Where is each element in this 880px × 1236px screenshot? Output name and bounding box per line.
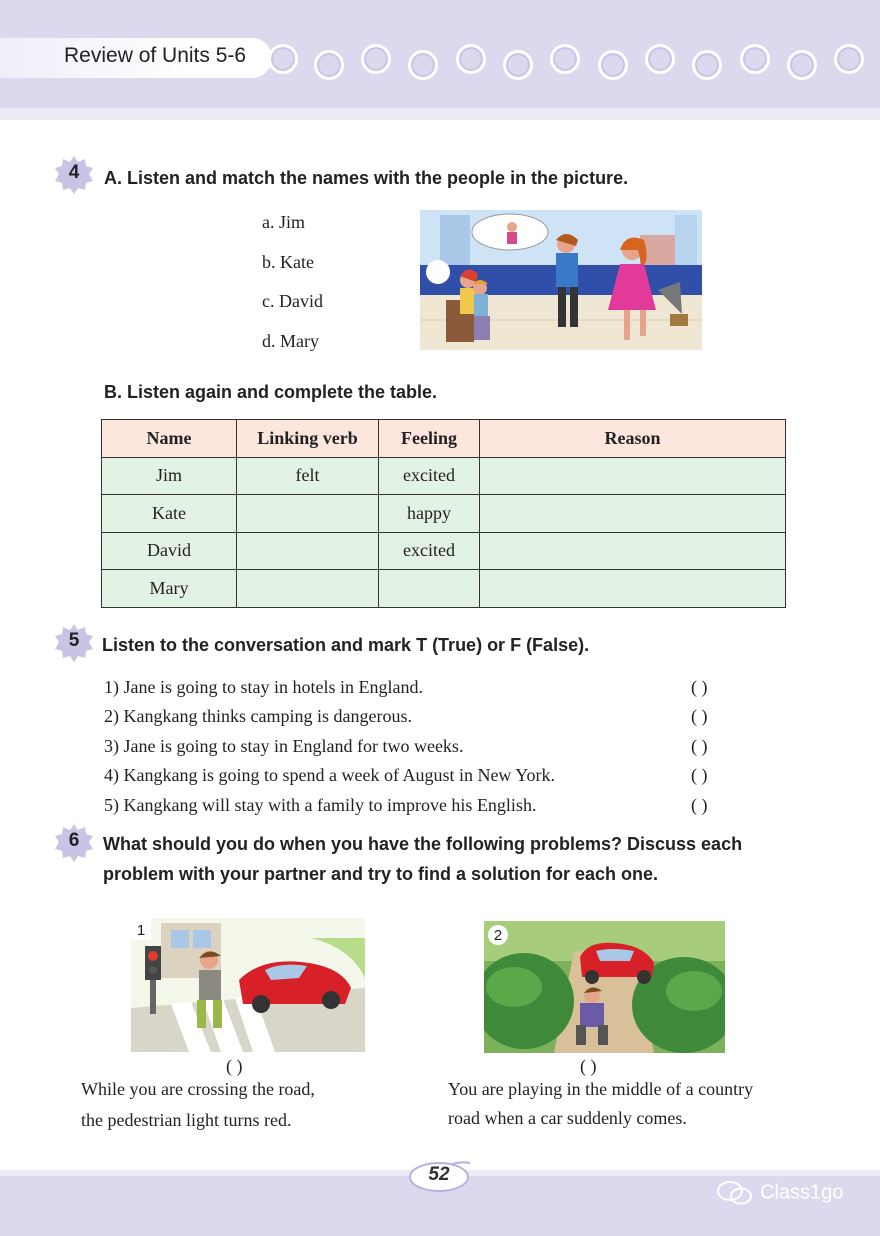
picture-2-caption-line1: You are playing in the middle of a country bbox=[448, 1079, 754, 1099]
section-4-badge: 4 bbox=[54, 155, 94, 195]
section-6-heading-line2: problem with your partner and try to find a solution for each one. bbox=[103, 864, 659, 884]
table-cell[interactable] bbox=[237, 532, 379, 570]
list-item bbox=[104, 732, 744, 761]
ring-decoration bbox=[645, 44, 675, 74]
table-cell: Kate bbox=[102, 495, 237, 533]
table-cell[interactable] bbox=[480, 495, 786, 533]
ring-decoration bbox=[503, 50, 533, 80]
feelings-table bbox=[101, 419, 786, 608]
people-illustration bbox=[420, 210, 702, 350]
ring-decoration bbox=[787, 50, 817, 80]
page-number: 52 bbox=[408, 1160, 470, 1194]
crossing-road-illustration bbox=[131, 918, 365, 1052]
table-header-cell: Reason bbox=[480, 420, 786, 458]
ring-decoration bbox=[456, 44, 486, 74]
ring-decoration bbox=[598, 50, 628, 80]
unit-review-title: Review of Units 5-6 bbox=[64, 44, 247, 67]
table-cell[interactable] bbox=[379, 570, 480, 608]
wechat-icon bbox=[716, 1180, 754, 1206]
table-cell[interactable]: excited bbox=[379, 532, 480, 570]
list-item bbox=[104, 761, 744, 790]
list-item bbox=[104, 702, 744, 731]
table-cell[interactable]: happy bbox=[379, 495, 480, 533]
table-cell[interactable]: excited bbox=[379, 457, 480, 495]
list-item: a. Jim bbox=[262, 212, 305, 232]
table-cell[interactable] bbox=[237, 570, 379, 608]
statement-text: 2) Kangkang thinks camping is dangerous. bbox=[104, 706, 412, 727]
table-row bbox=[102, 532, 786, 570]
picture-1-number: 1 bbox=[136, 922, 146, 939]
picture-2-answer-blank[interactable]: ( ) bbox=[580, 1056, 597, 1076]
ring-decoration bbox=[408, 50, 438, 80]
header-shade bbox=[0, 108, 880, 120]
ring-decoration bbox=[268, 44, 298, 74]
list-item: c. David bbox=[262, 291, 323, 311]
country-road-illustration bbox=[484, 921, 725, 1053]
section-5-badge: 5 bbox=[54, 623, 94, 663]
picture-2-caption-line2: road when a car suddenly comes. bbox=[448, 1108, 687, 1128]
list-item bbox=[104, 791, 744, 820]
statement-text: 3) Jane is going to stay in England for two weeks. bbox=[104, 735, 464, 756]
section-6-badge: 6 bbox=[54, 823, 94, 863]
table-header-cell: Linking verb bbox=[237, 420, 379, 458]
ring-decoration bbox=[692, 50, 722, 80]
table-cell: Mary bbox=[102, 570, 237, 608]
ring-decoration bbox=[834, 44, 864, 74]
table-header-row bbox=[102, 420, 786, 458]
table-row bbox=[102, 570, 786, 608]
list-item bbox=[104, 673, 744, 702]
statement-text: 1) Jane is going to stay in hotels in England. bbox=[104, 677, 423, 697]
watermark-text: Class1go bbox=[760, 1181, 844, 1204]
table-cell: Jim bbox=[102, 457, 237, 495]
table-row bbox=[102, 495, 786, 533]
answer-blank[interactable]: ( ) bbox=[691, 677, 708, 697]
table-header-cell: Name bbox=[102, 420, 237, 458]
section-4b-heading: B. Listen again and complete the table. bbox=[104, 382, 438, 402]
table-row bbox=[102, 457, 786, 495]
ring-decoration bbox=[550, 44, 580, 74]
ring-decoration bbox=[361, 44, 391, 74]
list-item: b. Kate bbox=[262, 251, 314, 272]
table-cell[interactable]: felt bbox=[237, 457, 379, 495]
answer-blank[interactable]: ( ) bbox=[691, 735, 708, 756]
answer-blank[interactable]: ( ) bbox=[691, 706, 708, 727]
table-cell[interactable] bbox=[480, 532, 786, 570]
list-item: d. Mary bbox=[262, 330, 319, 351]
picture-2-number: 2 bbox=[493, 927, 503, 944]
picture-1-caption-line1: While you are crossing the road, bbox=[81, 1079, 315, 1099]
name-list bbox=[262, 208, 323, 366]
statement-text: 5) Kangkang will stay with a family to improve his English. bbox=[104, 794, 537, 815]
header-title-tab bbox=[0, 38, 272, 78]
table-header-cell: Feeling bbox=[379, 420, 480, 458]
section-5-heading: Listen to the conversation and mark T (True) or F (False). bbox=[102, 635, 590, 655]
table-cell: David bbox=[102, 532, 237, 570]
table-cell[interactable] bbox=[480, 570, 786, 608]
answer-blank[interactable]: ( ) bbox=[691, 794, 708, 815]
picture-1-caption-line2: the pedestrian light turns red. bbox=[81, 1110, 292, 1130]
ring-decoration bbox=[314, 50, 344, 80]
table-cell[interactable] bbox=[237, 495, 379, 533]
table-cell[interactable] bbox=[480, 457, 786, 495]
picture-1-answer-blank[interactable]: ( ) bbox=[226, 1056, 243, 1076]
section-6-heading-line1: What should you do when you have the following problems? Discuss each bbox=[103, 834, 743, 854]
statement-text: 4) Kangkang is going to spend a week of August in New York. bbox=[104, 765, 555, 786]
ring-decoration bbox=[740, 44, 770, 74]
section-4a-heading: A. Listen and match the names with the people in the picture. bbox=[104, 168, 629, 188]
true-false-list bbox=[104, 673, 744, 820]
answer-blank[interactable]: ( ) bbox=[691, 765, 708, 786]
watermark bbox=[716, 1180, 843, 1206]
